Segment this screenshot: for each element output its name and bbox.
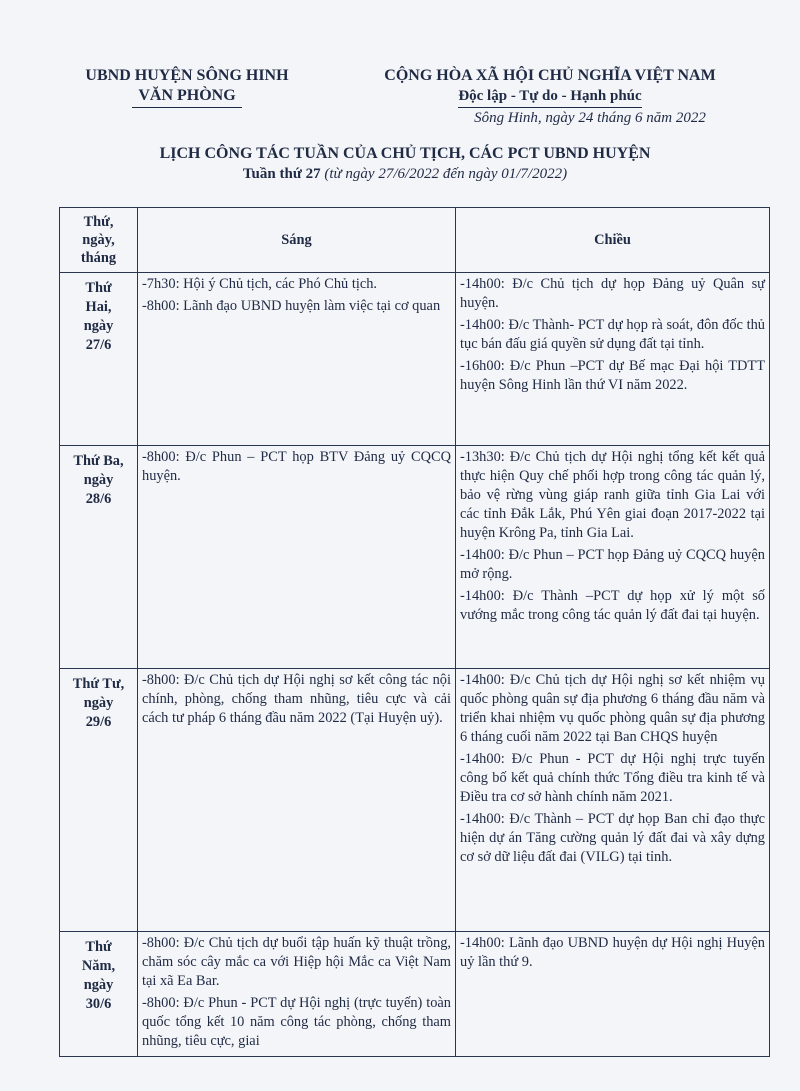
- day-line: Thứ: [85, 939, 112, 955]
- schedule-entry: -8h00: Đ/c Chủ tịch dự buổi tập huấn kỹ thuật trồng, chăm sóc cây mắc ca với Hiệp hội Mắc ca Việt Nam tại xã Ea Bar.: [142, 935, 451, 989]
- morning-cell: [138, 273, 456, 446]
- day-cell: [60, 932, 138, 1057]
- morning-cell: [138, 669, 456, 932]
- day-cell: [60, 273, 138, 446]
- day-line: ngày: [83, 472, 114, 488]
- header-day-line: Thứ,: [83, 214, 114, 230]
- week-number: Tuần thứ 27: [242, 166, 321, 182]
- day-line: 29/6: [85, 714, 112, 730]
- day-line: Thứ Tư,: [72, 676, 125, 692]
- morning-cell: [138, 446, 456, 669]
- table-row: [60, 669, 770, 932]
- header-day-line: ngày,: [82, 232, 115, 248]
- afternoon-cell: [456, 669, 770, 932]
- day-cell: [60, 669, 138, 932]
- day-line: ngày: [83, 977, 114, 993]
- afternoon-cell: [456, 932, 770, 1057]
- day-line: ngày: [83, 318, 114, 334]
- national-header: [355, 66, 745, 108]
- day-line: Thứ Ba,: [73, 453, 124, 469]
- table-header-row: [60, 208, 770, 273]
- schedule-entry: -14h00: Đ/c Thành- PCT dự họp rà soát, đôn đốc thủ tục bán đấu giá quyền sử dụng đất tại tỉnh.: [460, 317, 765, 352]
- header-day: [60, 208, 138, 273]
- nation-name: CỘNG HÒA XÃ HỘI CHỦ NGHĨA VIỆT NAM: [384, 67, 716, 84]
- schedule-entry: -14h00: Đ/c Phun – PCT họp Đảng uỷ CQCQ huyện mở rộng.: [460, 547, 765, 582]
- agency-office: VĂN PHÒNG: [132, 86, 241, 108]
- schedule-table: [59, 207, 770, 1057]
- schedule-entry: -14h00: Lãnh đạo UBND huyện dự Hội nghị Huyện uỷ lần thứ 9.: [460, 935, 765, 970]
- place-date: Sông Hinh, ngày 24 tháng 6 năm 2022: [474, 110, 706, 126]
- table-row: [60, 932, 770, 1057]
- day-line: Thứ: [85, 280, 112, 296]
- schedule-entry: -14h00: Đ/c Phun - PCT dự Hội nghị trực tuyến công bố kết quả chính thức Tổng điều tra kinh tế và Điều tra cơ sở hành chính năm 2021.: [460, 751, 765, 805]
- schedule-entry: -14h00: Đ/c Chủ tịch dự Hội nghị sơ kết nhiệm vụ quốc phòng quân sự địa phương 6 tháng đầu năm và triển khai nhiệm vụ quốc phòng quân sự địa phương 6 tháng cuối năm 2022 tại Ban CHQS huyện: [460, 672, 765, 745]
- agency-name: UBND HUYỆN SÔNG HINH: [85, 67, 289, 84]
- table-row: [60, 273, 770, 446]
- schedule-entry: -14h00: Đ/c Chủ tịch dự họp Đảng uỷ Quân sự huyện.: [460, 276, 765, 311]
- schedule-entry: -8h00: Đ/c Chủ tịch dự Hội nghị sơ kết công tác nội chính, phòng, chống tham nhũng, tiêu cực và cải cách tư pháp 6 tháng đầu năm 2022 (Tại Huyện uỷ).: [142, 672, 451, 726]
- day-cell: [60, 446, 138, 669]
- date-range: (từ ngày 27/6/2022 đến ngày 01/7/2022): [324, 166, 568, 182]
- day-line: 27/6: [85, 337, 112, 353]
- schedule-entry: -8h00: Lãnh đạo UBND huyện làm việc tại cơ quan: [142, 298, 441, 314]
- header-day-line: tháng: [80, 250, 117, 266]
- schedule-entry: -14h00: Đ/c Thành –PCT dự họp xử lý một số vướng mắc trong công tác quản lý đất đai tại huyện.: [460, 588, 765, 623]
- day-line: Năm,: [81, 958, 116, 974]
- national-motto: Độc lập - Tự do - Hạnh phúc: [458, 86, 641, 108]
- table-row: [60, 446, 770, 669]
- header-morning: Sáng: [138, 208, 456, 273]
- header-afternoon: Chiều: [456, 208, 770, 273]
- document-subtitle: [60, 164, 750, 184]
- issuing-agency: [62, 66, 312, 108]
- schedule-entry: -14h00: Đ/c Thành – PCT dự họp Ban chỉ đạo thực hiện dự án Tăng cường quản lý đất đai và xây dựng cơ sở dữ liệu đất đai (VILG) tại tỉnh.: [460, 811, 765, 865]
- schedule-entry: -8h00: Đ/c Phun – PCT họp BTV Đảng uỷ CQCQ huyện.: [142, 449, 451, 484]
- afternoon-cell: [456, 273, 770, 446]
- schedule-entry: -8h00: Đ/c Phun - PCT dự Hội nghị (trực tuyến) toàn quốc tổng kết 10 năm công tác phòng, chống tham nhũng, tiêu cực, giai: [142, 995, 451, 1049]
- schedule-entry: -16h00: Đ/c Phun –PCT dự Bế mạc Đại hội TDTT huyện Sông Hinh lần thứ VI năm 2022.: [460, 358, 765, 393]
- schedule-entry: -13h30: Đ/c Chủ tịch dự Hội nghị tổng kết kết quả thực hiện Quy chế phối hợp trong công tác quản lý, bảo vệ rừng vùng giáp ranh giữa tỉnh Gia Lai với các tỉnh Đắk Lắk, Phú Yên giai đoạn 2017-2022 tại huyện Krông Pa, tỉnh Gia Lai.: [460, 449, 765, 541]
- document-title: LỊCH CÔNG TÁC TUẦN CỦA CHỦ TỊCH, CÁC PCT UBND HUYỆN: [159, 145, 651, 162]
- day-line: 30/6: [85, 996, 112, 1012]
- schedule-entry: -7h30: Hội ý Chủ tịch, các Phó Chủ tịch.: [142, 276, 378, 292]
- day-line: Hai,: [85, 299, 112, 315]
- day-line: 28/6: [85, 491, 112, 507]
- morning-cell: [138, 932, 456, 1057]
- day-line: ngày: [83, 695, 114, 711]
- afternoon-cell: [456, 446, 770, 669]
